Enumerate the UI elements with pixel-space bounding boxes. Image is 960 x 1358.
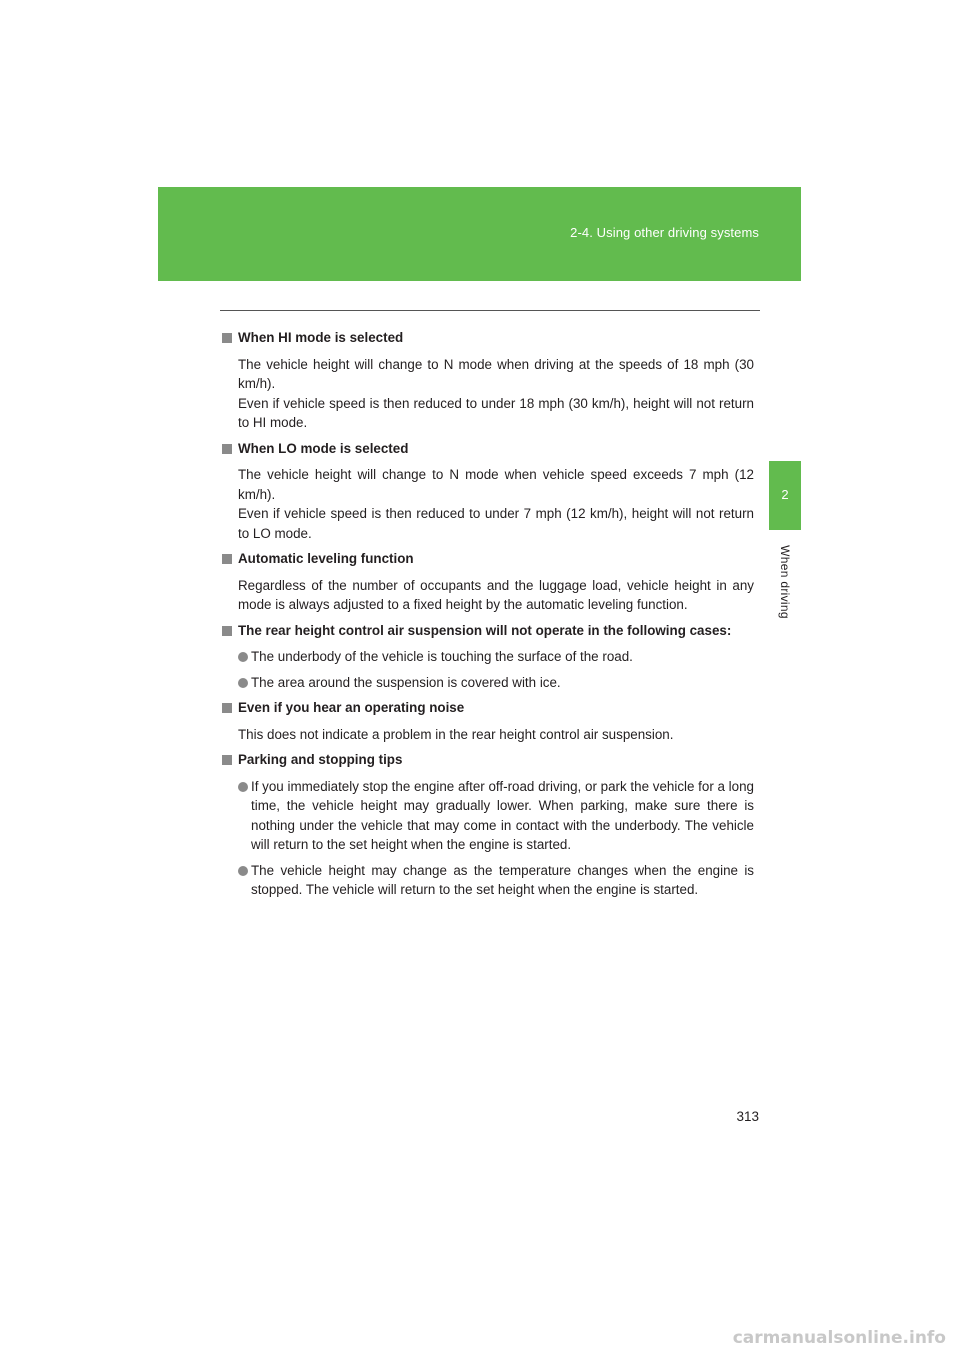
square-bullet-icon xyxy=(222,333,232,343)
paragraph: Even if vehicle speed is then reduced to under 18 mph (30 km/h), height will not return to HI mode. xyxy=(238,395,754,430)
section-heading xyxy=(222,750,754,770)
list-item-text: The underbody of the vehicle is touching the surface of the road. xyxy=(251,649,633,664)
heading-text: The rear height control air suspension will not operate in the following cases: xyxy=(238,622,732,638)
list-item-text: If you immediately stop the engine after off-road driving, or park the vehicle for a long time, the vehicle height may gradually lower. When parking, make sure there is nothing under the vehicle that may come in contact with the underbody. The vehicle will return to the set height when the engine is started. xyxy=(251,778,754,852)
list-item xyxy=(238,673,754,693)
heading-text: When HI mode is selected xyxy=(238,330,404,345)
section-heading xyxy=(222,328,754,348)
paragraph: The vehicle height will change to N mode when driving at the speeds of 18 mph (30 km/h). xyxy=(238,356,754,391)
paragraph: This does not indicate a problem in the rear height control air suspension. xyxy=(238,726,674,742)
header-divider xyxy=(220,310,760,311)
circle-bullet-icon xyxy=(238,652,248,662)
list-item xyxy=(238,647,754,667)
paragraph: Regardless of the number of occupants and the luggage load, vehicle height in any mode is always adjusted to a fixed height by the automatic leveling function. xyxy=(238,577,754,612)
section-heading xyxy=(222,698,754,718)
section-heading xyxy=(222,549,754,569)
circle-bullet-icon xyxy=(238,866,248,876)
paragraph: The vehicle height will change to N mode when vehicle speed exceeds 7 mph (12 km/h). xyxy=(238,467,754,502)
chapter-tab xyxy=(769,461,801,530)
chapter-number: 2 xyxy=(781,487,789,502)
chapter-header-band xyxy=(158,187,801,281)
list-item-text: The vehicle height may change as the temperature changes when the engine is stopped. The vehicle will return to the set height when the engine is started. xyxy=(251,862,754,897)
heading-text: Even if you hear an operating noise xyxy=(238,700,465,715)
list-item xyxy=(238,861,754,900)
section-title: 2-4. Using other driving systems xyxy=(570,225,759,240)
square-bullet-icon xyxy=(222,626,232,636)
square-bullet-icon xyxy=(222,444,232,454)
section-heading xyxy=(222,621,754,641)
section-operating-noise xyxy=(222,698,754,744)
section-not-operate-cases xyxy=(222,621,754,693)
section-lo-mode xyxy=(222,439,754,544)
section-heading xyxy=(222,439,754,459)
chapter-label: When driving xyxy=(778,545,792,619)
page-number: 313 xyxy=(736,1109,759,1124)
section-hi-mode xyxy=(222,328,754,433)
circle-bullet-icon xyxy=(238,678,248,688)
square-bullet-icon xyxy=(222,755,232,765)
square-bullet-icon xyxy=(222,554,232,564)
watermark: carmanualsonline.info xyxy=(732,1328,946,1348)
heading-text: When LO mode is selected xyxy=(238,440,409,456)
section-automatic-leveling xyxy=(222,549,754,615)
list-item-text: The area around the suspension is covered with ice. xyxy=(251,674,561,690)
square-bullet-icon xyxy=(222,703,232,713)
section-parking-tips xyxy=(222,750,754,900)
page-content xyxy=(222,328,754,906)
list-item xyxy=(238,777,754,855)
paragraph: Even if vehicle speed is then reduced to under 7 mph (12 km/h), height will not return to LO mode. xyxy=(238,506,754,541)
circle-bullet-icon xyxy=(238,782,248,792)
heading-text: Parking and stopping tips xyxy=(238,752,403,767)
heading-text: Automatic leveling function xyxy=(238,551,414,566)
